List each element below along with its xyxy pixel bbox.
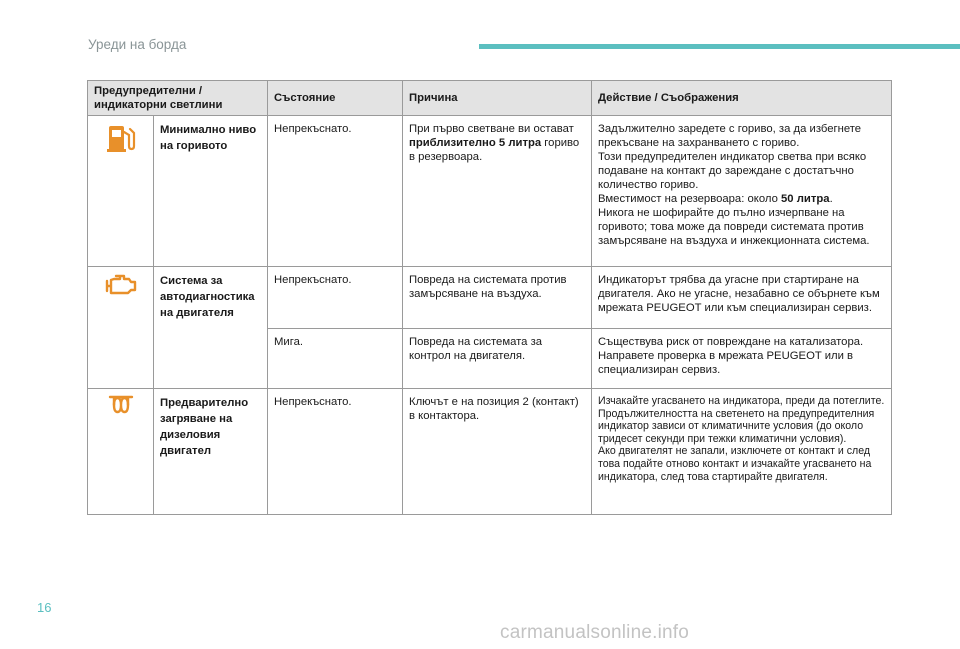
indicator-name: Минимално ниво на горивото [154,116,268,267]
column-header-state: Състояние [268,81,403,116]
cause-cell [403,116,592,267]
action-text-end: . [829,193,833,205]
cause-cell: Повреда на системата за контрол на двигателя. [403,329,592,389]
state-cell: Непрекъснато. [268,116,403,267]
section-title: Уреди на борда [88,37,187,52]
header-accent-bar [479,44,960,49]
action-paragraph [598,192,886,206]
glow-plug-icon [106,408,136,420]
action-paragraph: Ако двигателят не запали, изключете от контакт и след това подайте отново контакт и изчакайте угасването на индикатора, след това стартирайте двигателя. [598,445,872,483]
cause-emphasis: приблизително 5 литра [409,137,542,149]
column-header-indicator: Предупредителни / индикаторни светлини [88,81,268,116]
action-paragraph: Изчакайте угасването на индикатора, преди да потеглите. [598,395,885,407]
indicator-name: Предварително загряване на дизеловия двигател [154,389,268,515]
column-header-cause: Причина [403,81,592,116]
table-header-row [88,81,892,116]
indicator-icon-cell [88,267,154,389]
fuel-pump-icon [106,145,136,157]
cause-cell: Повреда на системата против замърсяване на въздуха. [403,267,592,329]
cause-text-end: гориво в резервоара. [409,137,580,163]
action-emphasis: 50 литра [781,193,830,205]
indicator-icon-cell [88,116,154,267]
action-cell [592,116,892,267]
action-paragraph: Този предупредителен индикатор светва при всяко подаване на контакт до зареждане с достатъчно количество гориво. [598,151,867,191]
cause-text: При първо светване ви остават [409,123,574,135]
engine-icon [104,288,138,300]
table-row [88,267,892,329]
action-text: Вместимост на резервоара: около [598,193,782,205]
table-row [88,389,892,515]
state-cell: Мига. [268,329,403,389]
watermark-text: carmanualsonline.info [500,622,690,643]
state-cell: Непрекъснато. [268,389,403,515]
action-paragraph: Задължително заредете с гориво, за да избегнете прекъсване на захранването с гориво. [598,123,862,149]
table-row [88,116,892,267]
warning-lights-table [87,80,892,515]
state-cell: Непрекъснато. [268,267,403,329]
indicator-icon-cell [88,389,154,515]
indicator-name: Система за автодиагностика на двигателя [154,267,268,389]
column-header-action: Действие / Съображения [592,81,892,116]
action-cell: Индикаторът трябва да угасне при стартиране на двигателя. Ако не угасне, незабавно се обърнете към мрежата PEUGEOT или към специализиран сервиз. [592,267,892,329]
action-paragraph: Никога не шофирайте до пълно изчерпване на горивото; това може да повреди системата против замърсяване на въздуха и инжекционната система. [598,207,870,247]
cause-cell: Ключът е на позиция 2 (контакт) в контактора. [403,389,592,515]
action-cell [592,389,892,515]
action-paragraph: Продължителността на светенето на предупредителния индикатор зависи от климатичните условия (до около тридесет секунди при тежки климатични условия). [598,407,875,445]
page-number: 16 [37,600,52,615]
action-cell: Съществува риск от повреждане на катализатора. Направете проверка в мрежата PEUGEOT или в специализиран сервиз. [592,329,892,389]
